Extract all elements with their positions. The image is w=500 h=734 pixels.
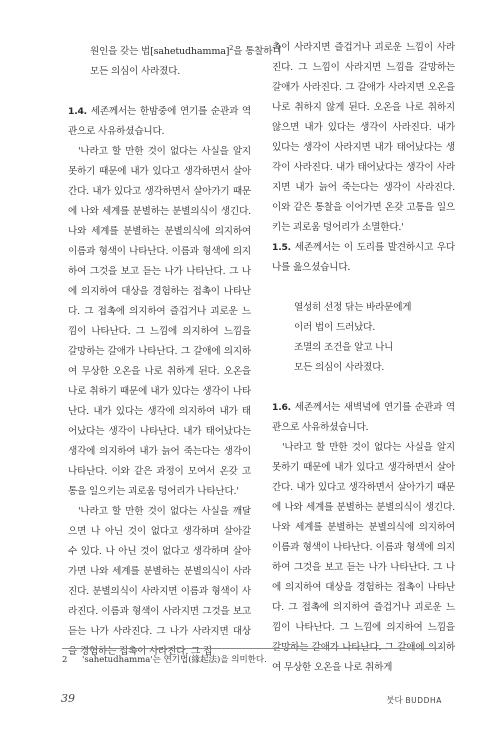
verse-line: 모든 의심이 사라졌다.	[294, 362, 385, 373]
section-1-4	[68, 102, 251, 142]
footnote-number: 2	[62, 655, 68, 665]
section-1-6	[272, 398, 455, 438]
right-column	[272, 38, 455, 678]
section-text: 세존께서는 이 도리를 발견하시고 우다나를 읊으셨습니다.	[272, 242, 455, 273]
verse-top	[68, 38, 282, 82]
section-number: 1.4.	[68, 106, 87, 118]
paragraph: '나라고 할 만한 것이 없다는 사실을 알지 못하기 때문에 내가 있다고 생각하면서 살아간다. 내가 있다고 생각하면서 살아가기 때문에 나와 세계를 분별하는 분별의식이 생긴다. 나와 세계를 분별하는 분별의식에 의지하여 이름과 형색이 나타난다. 이름과 형색에 의지하여 그것을 보고 듣는 나가 나타난다. 그 나에 의지하여 대상을 경험하는 접촉이 나타난다. 그 접촉에 의지하여 즐겁거나 괴로운 느낌이 나타난다. 그 느낌에 의지하여 느낌을 갈망하는 갈애가 나타난다. 그 갈애에 의지하여 무상한 오온을 나로 취하게 된다. 오온을 나로 취하기 때문에 내가 있다는 생각이 나타난다. 내가 있다는 생각에 의지하여 내가 태어났다는 생각이 나타난다. 내가 태어났다는 생각에 의지하여 내가 늙어 죽는다는 생각이 나타난다. 이와 같은 과정이 모여서 온갖 고통을 일으키는 괴로움 덩어리가 나타난다.'	[68, 146, 251, 498]
running-head-korean: 붓다	[386, 696, 403, 706]
section-number: 1.5.	[272, 242, 291, 253]
running-head-english: BUDDHA	[405, 696, 442, 705]
paragraph: '나라고 할 만한 것이 없다는 사실을 알지 못하기 때문에 내가 있다고 생각하면서 살아간다. 내가 있다고 생각하면서 살아가기 때문에 나와 세계를 분별하는 분별의식이 생긴다. 나와 세계를 분별하는 분별의식에 의지하여 이름과 형색이 나타난다. 이름과 형색에 의지하여 그것을 보고 듣는 나가 나타난다. 그 나에 의지하여 대상을 경험하는 접촉이 나타난다. 그 접촉에 의지하여 즐겁거나 괴로운 느낌이 나타난다. 그 느낌에 의지하여 느낌을 갈망하는 갈애가 나타난다. 그 갈애에 의지하여 무상한 오온을 나로 취하게	[272, 442, 455, 673]
section-number: 1.6.	[272, 402, 291, 413]
page-number: 39	[61, 692, 75, 705]
running-head	[386, 694, 442, 706]
section-1-5	[272, 238, 455, 278]
section-lead: 세존께서는 새벽녘에 연기를 순관과 역관으로 사유하셨습니다.	[272, 402, 455, 433]
verse-line: 열성히 선정 닦는 바라문에게	[294, 302, 412, 313]
verse-line: 이러 법이 드러났다.	[294, 322, 376, 333]
verse-udana	[272, 298, 455, 378]
footnote	[62, 653, 442, 667]
verse-line: 원인을 갖는 법[sahetudhamma]$^2$을 통찰하니	[90, 44, 282, 58]
footnote-ref[interactable]: 2	[229, 44, 234, 52]
verse-line: 모든 의심이 사라졌다.	[90, 66, 181, 78]
paragraph-continued: 촉이 사라지면 즐겁거나 괴로운 느낌이 사라진다. 그 느낌이 사라지면 느낌을 갈망하는 갈애가 사라진다. 그 갈애가 사라지면 오온을 나로 취하지 않게 된다. 오온을 나로 취하지 않으면 내가 있다는 생각이 사라진다. 내가 있다는 생각이 사라지면 내가 태어났다는 생각이 사라진다. 내가 태어났다는 생각이 사라지면 내가 늙어 죽는다는 생각이 사라진다. 이와 같은 통찰을 이어가면 온갖 고통을 일으키는 괴로움 덩어리가 소멸한다.'	[272, 42, 455, 233]
footnote-text: 'sahetudhamma'는 연기법(緣起法)을 의미한다.	[82, 655, 267, 665]
section-lead: 세존께서는 한밤중에 연기를 순관과 역관으로 사유하셨습니다.	[68, 106, 251, 138]
paragraph: '나라고 할 만한 것이 없다는 사실을 깨달으면 나 아닌 것이 없다고 생각하며 살아갈 수 있다. 나 아닌 것이 없다고 생각하며 살아가면 나와 세계를 분별하는 분별의식이 사라진다. 분별의식이 사라지면 이름과 형색이 사라진다. 이름과 형색이 사라지면 그것을 보고 듣는 나가 사라진다. 그 나가 사라지면 대상을 경험하는 접촉이 사라진다. 그 접	[68, 506, 251, 658]
footnote-divider	[62, 648, 442, 649]
verse-line: 조멸의 조건을 알고 나니	[294, 342, 394, 353]
